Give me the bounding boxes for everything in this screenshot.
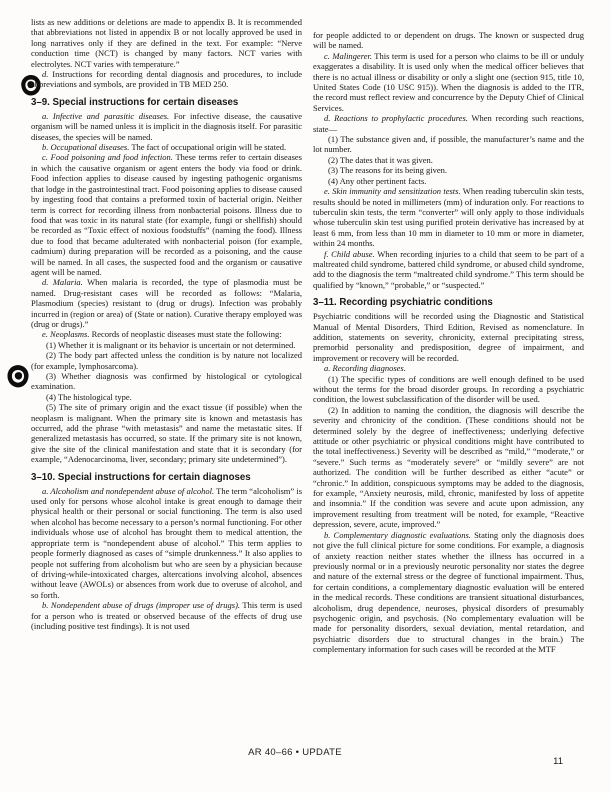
paragraph-lead: f. Child abuse.: [324, 248, 375, 259]
list-item: [31, 350, 302, 371]
paragraph-lead: c. Malingerer.: [324, 50, 372, 61]
list-item: [313, 165, 584, 175]
paragraph-text: When recording such reactions, state—: [313, 113, 584, 134]
paragraph: [31, 142, 302, 152]
page-number: 11: [553, 756, 563, 767]
paragraph-text: (1) Whether it is malignant or its behavior is uncertain or not determined.: [46, 339, 296, 350]
paragraph-text: (2) The body part affected unless the condition is by nature not localized (for example, lymphosarcoma).: [31, 350, 302, 371]
paragraph-text: (2) In addition to naming the condition, the diagnosis will describe the severity and chronicity of the condition. (These conditions should not be determined solely by the degree of ineffectiveness; underlying defective attitude or other psychiatric or physical conditions might have contributed to the total ineffectiveness.) Severity will be described as “mild,” “moderate,” or “severe.” Such terms as “moderately severe” or “mildly severe” are not authorized. The condition will be further described as either “acute” or “chronic.” In addition, conspicuous symptoms may be added to the diagnosis, for example, “Anxiety neurosis, mild, chronic, manifested by loss of appetite and insomnia.” If the condition was severe and acute upon admission, any improvement resulting from treatment will be noted, for example, “Reactive depression, severe, acute, improved.”: [313, 404, 584, 530]
paragraph-text: for people addicted to or dependent on drugs. The known or suspected drug will be named.: [313, 30, 584, 51]
paragraph: [31, 277, 302, 329]
paragraph-text: (1) The substance given and, if possible, the manufacturer’s name and the lot number.: [313, 134, 584, 155]
paragraph-lead: d. Malaria.: [42, 277, 83, 288]
paragraph-lead: a. Recording diagnoses.: [324, 363, 406, 374]
paragraph-text: The fact of occupational origin will be stated.: [129, 142, 287, 153]
paragraph-text: (3) Whether diagnosis was confirmed by histological or cytological examination.: [31, 371, 302, 392]
paragraph-text: The term “alcoholism” is used only for persons whose alcohol intake is great enough to damage their physical health or their personal or social functioning. The term is also used when alcohol has become necessary to a person’s normal functioning. For other individuals whose use of alcohol has brought them to medical attention, the appropriate term is “nondependent abuse of alcohol.” This term applies to people formerly diagnosed as cases of “simple drunkenness.” It also applies to people not suffering from alcoholism but who are seen by a physician because of driving-while-intoxicated charges, altercations involving alcohol, absences without leave (AWOLs) or absences from work due to overuse of alcohol, and so forth.: [31, 485, 302, 600]
paragraph: [313, 30, 584, 51]
list-item: [31, 340, 302, 350]
paragraph-lead: e. Neoplasms.: [42, 329, 90, 340]
paragraph-text: When reading tuberculin skin tests, results should be noted in millimeters (mm) of induration only. For reactions to tuberculin skin tests, the term “converter” will only apply to those individuals whose tuberculin skin test using purified protein derivative has increased by at least 6 mm, from less than 10 mm in diameter to 10 mm or more in diameter, within 24 months.: [313, 186, 584, 249]
list-item: [31, 392, 302, 402]
ink-blot-icon: [5, 362, 31, 391]
paragraph: [31, 69, 302, 90]
paragraph: [313, 51, 584, 113]
paragraph-lead: a. Infective and parasitic diseases.: [42, 110, 170, 121]
paragraph: [313, 186, 584, 248]
paragraph-lead: b. Nondependent abuse of drugs (improper use of drugs).: [42, 600, 241, 611]
paragraph-text: (3) The reasons for its being given.: [328, 165, 448, 176]
text-columns: [31, 17, 584, 655]
paragraph-text: Stating only the diagnosis does not give the full clinical picture for some conditions. For example, a diagnosis of anxiety reaction neither states whether the illness has occurred in a previously normal or in a previously neurotic personality nor states the degree and nature of the external stress or the degree of functional impairment. Thus, for certain conditions, a complementary diagnostic evaluation will be entered in the medical records. These conditions are transient situational disturbances, alcoholism, drug dependence, neuroses, physical disorders of presumably psychogenic origin, and psychosis. (No complementary evaluation will be made for personality disorders, sexual deviation, mental retardation, and psychiatric disorders due to structural changes in the brain.) The complementary information for such cases will be recorded at the MTF: [313, 529, 584, 655]
paragraph-text: (5) The site of primary origin and the exact tissue (if possible) when the neoplasm is malignant. When the primary site is known and metastasis has occurred, add the phrase “with metastasis” and name the metastatic sites. If generalized metastasis has occurred, so state. If the primary site is not known, give the site of the clinical manifestation and state that it is secondary (for example, “Adenocarcinoma, liver, secondary; primary site undetermined”).: [31, 402, 302, 465]
paragraph-text: (2) The dates that it was given.: [328, 154, 433, 165]
paragraph-text: This term is used for a person who claims to be ill or unduly exaggerates a disability. It is used only when the medical officer believes that there is no actual illness or disability or only a slight one (section 915, title 10, United States Code (10 USC 915)). When the diagnosis is added to the ITR, the record must reflect review and concurrence by the Deputy Chief of Clinical Services.: [313, 50, 585, 113]
paragraph-lead: c. Food poisoning and food infection.: [42, 152, 173, 163]
list-item: [313, 155, 584, 165]
paragraph-lead: a. Alcoholism and nondependent abuse of alcohol.: [42, 485, 215, 496]
paragraph: [31, 17, 302, 69]
paragraph-lead: d.: [42, 69, 49, 80]
paragraph-lead: d. Reactions to prophylactic procedures.: [324, 113, 468, 124]
section-heading: 3–9. Special instructions for certain diseases: [31, 96, 239, 108]
right-column: [313, 30, 584, 655]
paragraph: [31, 111, 302, 142]
list-item: [31, 371, 302, 392]
paragraph: [313, 530, 584, 655]
paragraph: [31, 486, 302, 600]
section-heading: 3–10. Special instructions for certain diagnoses: [31, 471, 251, 483]
paragraph-lead: e. Skin immunity and sensitization tests.: [324, 186, 461, 197]
paragraph-text: When recording injuries to a child that seem to be part of a maltreated child syndrome, battered child syndrome, or abused child syndrome, add to the diagnosis the term “maltreated child syndrome.” This term should be qualified by “known,” “probable,” or “suspected.”: [313, 248, 585, 290]
paragraph-text: These terms refer to certain diseases in which the causative organism or agent enters the body via food or drink. Food infection applies to disease caused by ingesting pathogenic organisms that lodge in the gastrointestinal tract. Food poisoning applies to disease caused by ingesting food that contains a preformed toxin of bacterial origin. Neither term is correct for recording illness from nonbacterial poisons. Illness due to food that was toxic in its natural state (for example, fungi or shellfish) should be recorded as “Toxic effect of noxious foodstuffs” (naming the food). Illness due to food that became adulterated with nonbacterial poison (for example, cadmium) during preparation will be recorded as a poisoning, and the cause will be named. In all cases, the suspected food and the organism or causative agent will be named.: [31, 152, 302, 277]
paragraph: [31, 152, 302, 277]
paragraph-text: When malaria is recorded, the type of plasmodia must be named. Drug-resistant cases will be recorded as follows: “Malaria, Plasmodium (species) resistant to (drug or drugs). Infection was probably incurred in (region or area) of (State or nation). Curative therapy employed was (drug or drugs).”: [31, 277, 302, 329]
paragraph-text: Records of neoplastic diseases must state the following:: [89, 329, 282, 340]
footer-doc-id: AR 40–66 • UPDATE: [248, 747, 342, 758]
paragraph-lead: b. Complementary diagnostic evaluations.: [324, 529, 471, 540]
paragraph-lead: b. Occupational diseases.: [42, 142, 130, 153]
section-heading: 3–11. Recording psychiatric conditions: [313, 297, 493, 309]
list-item: [313, 176, 584, 186]
list-item: [31, 402, 302, 464]
paragraph-text: (4) The histological type.: [46, 391, 132, 402]
paragraph-text: Instructions for recording dental diagnosis and procedures, to include abbreviations and symbols, are provided in TB MED 250.: [31, 69, 302, 90]
paragraph: [313, 363, 584, 373]
paragraph-text: lists as new additions or deletions are made to appendix B. It is recommended that abbreviations not listed in appendix B or not locally approved be used in long narratives only if they are defined in the text. For example: “Nerve conduction time (NCT) is changed by many factors. NCT varies with electrolytes. NCT varies with temperature.”: [31, 17, 302, 69]
paragraph: [313, 113, 584, 134]
list-item: [313, 134, 584, 155]
left-column: [31, 17, 302, 655]
paragraph-text: For infective disease, the causative organism will be named unless it is implicit in the diagnosis itself. For parasitic diseases, the species will be named.: [31, 110, 303, 142]
paragraph-text: This term is used for a person who is treated or observed because of the effects of drug use (including positive test findings). It is not used: [31, 600, 302, 631]
paragraph-text: (4) Any other pertinent facts.: [328, 175, 427, 186]
paragraph-text: (1) The specific types of conditions are well enough defined to be used without the terms for the broad disorder groups. In recording a psychiatric condition, the lowest subclassification of the disorder will be used.: [313, 373, 584, 405]
paragraph: [31, 600, 302, 631]
paragraph-text: Psychiatric conditions will be recorded using the Diagnostic and Statistical Manual of Mental Disorders, Third Edition, Revised as nomenclature. In addition, statements on severity, chronicity, external precipitating stress, premorbid personality and predisposition, degree of impairment, and improvement or recovery will be recorded.: [313, 311, 584, 363]
list-item: [313, 374, 584, 405]
paragraph: [313, 249, 584, 291]
paragraph: [31, 329, 302, 339]
paragraph: [313, 311, 584, 363]
list-item: [313, 405, 584, 530]
